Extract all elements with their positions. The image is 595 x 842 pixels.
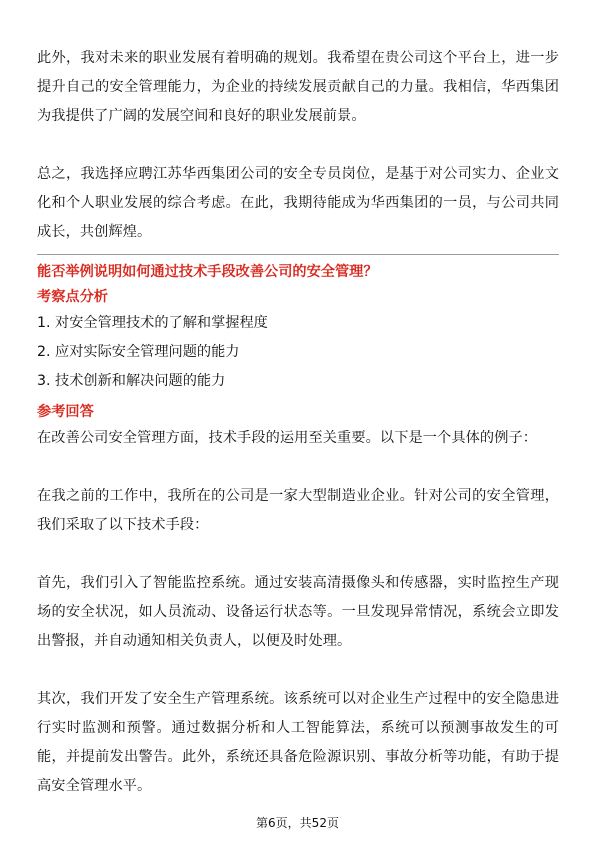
- answer-first-measure: 首先，我们引入了智能监控系统。通过安装高清摄像头和传感器，实时监控生产现场的安全状况，如人员流动、设备运行状态等。一旦发现异常情况，系统会立即发出警报，并自动通知相关负责人，以便及时处理。: [37, 575, 559, 649]
- answer-second-measure: 其次，我们开发了安全生产管理系统。该系统可以对企业生产过程中的安全隐患进行实时监测和预警。通过数据分析和人工智能算法，系统可以预测事故发生的可能，并提前发出警告。此外，系统还具备危险源识别、事故分析等功能，有助于提高安全管理水平。: [37, 691, 559, 794]
- answer-heading: 参考回答: [37, 404, 94, 420]
- list-item: 2. 应对实际安全管理问题的能力: [37, 344, 240, 360]
- page-number: 第6页，共52页: [256, 816, 339, 830]
- analysis-heading: 考察点分析: [37, 289, 108, 305]
- list-item: 3. 技术创新和解决问题的能力: [37, 373, 226, 389]
- analysis-list: [37, 309, 559, 396]
- paragraph-career-plan: 此外，我对未来的职业发展有着明确的规划。我希望在贵公司这个平台上，进一步提升自己的安全管理能力，为企业的持续发展贡献自己的力量。我相信，华西集团为我提供了广阔的发展空间和良好的职业发展前景。: [37, 50, 559, 124]
- question-title: 能否举例说明如何通过技术手段改善公司的安全管理？: [37, 264, 378, 280]
- paragraph-conclusion: 总之，我选择应聘江苏华西集团公司的安全专员岗位，是基于对公司实力、企业文化和个人职业发展的综合考虑。在此，我期待能成为华西集团的一员，与公司共同成长，共创辉煌。: [37, 166, 559, 240]
- answer-intro: 在改善公司安全管理方面，技术手段的运用至关重要。以下是一个具体的例子：: [37, 430, 538, 446]
- section-divider: [37, 254, 559, 255]
- document-page: [37, 44, 559, 801]
- list-item: 1. 对安全管理技术的了解和掌握程度: [37, 315, 268, 331]
- answer-context: 在我之前的工作中，我所在的公司是一家大型制造业企业。针对公司的安全管理，我们采取了以下技术手段：: [37, 488, 559, 533]
